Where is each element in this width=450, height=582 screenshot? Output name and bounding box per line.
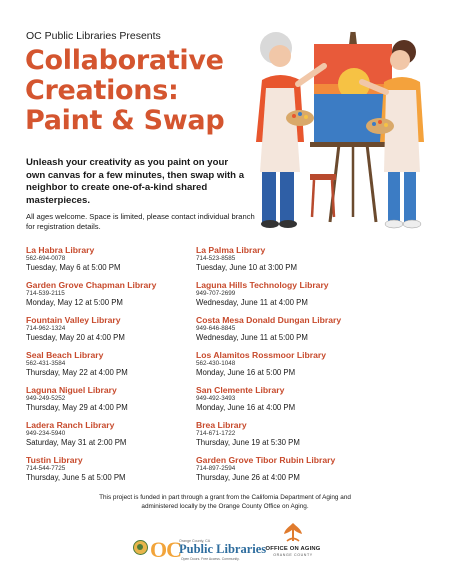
event-title	[25, 46, 224, 136]
library-name: La Habra Library	[26, 245, 95, 255]
library-entry	[196, 245, 386, 280]
library-date: Monday, May 12 at 5:00 PM	[26, 298, 123, 307]
oc-logo-letters: OC	[150, 537, 181, 562]
title-line-1: Collaborative	[25, 45, 224, 76]
library-entry	[196, 315, 386, 350]
library-entry	[26, 350, 216, 385]
library-name: Costa Mesa Donald Dungan Library	[196, 315, 342, 325]
ocpl-tagline: Open Doors. Free Access. Community.	[181, 557, 240, 561]
aging-county: ORANGE COUNTY	[273, 553, 313, 557]
library-date: Monday, June 16 at 5:00 PM	[196, 368, 296, 377]
library-phone: 562-431-3584	[26, 360, 66, 367]
library-name: Los Alamitos Rossmoor Library	[196, 350, 327, 360]
library-name: La Palma Library	[196, 245, 266, 255]
library-name: Ladera Ranch Library	[26, 420, 115, 430]
library-phone: 714-671-1722	[196, 430, 236, 437]
library-name: Laguna Hills Technology Library	[196, 280, 329, 290]
library-entry	[196, 280, 386, 315]
library-entry	[26, 245, 216, 280]
library-date: Thursday, May 29 at 4:00 PM	[26, 403, 128, 412]
county-seal-icon	[133, 540, 148, 555]
library-date: Tuesday, May 6 at 5:00 PM	[26, 263, 121, 272]
library-phone: 949-234-5940	[26, 430, 66, 437]
library-name: Garden Grove Tibor Rubin Library	[196, 455, 336, 465]
library-phone: 714-523-8585	[196, 255, 236, 262]
library-date: Thursday, June 26 at 4:00 PM	[196, 473, 300, 482]
aging-name: OFFICE ON AGING	[265, 546, 321, 552]
library-entry	[26, 280, 216, 315]
library-phone: 949-707-2699	[196, 290, 236, 297]
library-phone: 949-249-5252	[26, 395, 66, 402]
library-date: Saturday, May 31 at 2:00 PM	[26, 438, 127, 447]
registration-note: All ages welcome. Space is limited, please contact individual branch for registration details.	[26, 212, 255, 231]
library-date: Tuesday, May 20 at 4:00 PM	[26, 333, 125, 342]
library-name: Fountain Valley Library	[26, 315, 121, 325]
library-phone: 714-962-1324	[26, 325, 66, 332]
office-on-aging-logo	[258, 521, 328, 565]
library-date: Thursday, June 19 at 5:30 PM	[196, 438, 300, 447]
library-name: Tustin Library	[26, 455, 83, 465]
library-entry	[26, 315, 216, 350]
library-phone: 949-492-3493	[196, 395, 236, 402]
aging-tree-icon	[281, 521, 305, 543]
library-entry	[196, 420, 386, 455]
ocpl-county-label: Orange County, CA	[179, 539, 211, 543]
library-name: Laguna Niguel Library	[26, 385, 117, 395]
library-entry	[196, 350, 386, 385]
library-entry	[26, 455, 216, 490]
library-date: Tuesday, June 10 at 3:00 PM	[196, 263, 297, 272]
title-line-3: Paint & Swap	[25, 105, 225, 136]
library-phone: 949-646-8845	[196, 325, 236, 332]
title-line-2: Creations:	[25, 75, 179, 106]
library-entry	[26, 420, 216, 455]
library-entry	[196, 385, 386, 420]
library-phone: 562-430-1048	[196, 360, 236, 367]
painters-illustration	[244, 22, 434, 232]
library-entry	[196, 455, 386, 490]
presents-label: OC Public Libraries Presents	[26, 30, 161, 42]
intro-paragraph: Unleash your creativity as you paint on your own canvas for a few minutes, then swap with a neighbor to create one-of-a-kind shared masterpieces.	[26, 157, 245, 206]
library-phone: 714-544-7725	[26, 465, 66, 472]
library-name: San Clemente Library	[196, 385, 285, 395]
library-phone: 562-694-0078	[26, 255, 66, 262]
library-name: Garden Grove Chapman Library	[26, 280, 157, 290]
library-phone: 714-897-2594	[196, 465, 236, 472]
library-list-right	[196, 245, 386, 490]
library-list-left	[26, 245, 216, 490]
library-name: Brea Library	[196, 420, 247, 430]
library-date: Thursday, May 22 at 4:00 PM	[26, 368, 128, 377]
library-phone: 714-539-2115	[26, 290, 65, 297]
library-name: Seal Beach Library	[26, 350, 104, 360]
library-date: Thursday, June 5 at 5:00 PM	[26, 473, 126, 482]
library-date: Wednesday, June 11 at 5:00 PM	[196, 333, 308, 342]
library-date: Wednesday, June 11 at 4:00 PM	[196, 298, 308, 307]
library-date: Monday, June 16 at 4:00 PM	[196, 403, 296, 412]
funding-statement: This project is funded in part through a grant from the California Department of Aging and administered locally by the Orange County Office on Aging.	[99, 494, 351, 510]
oc-public-libraries-logo	[133, 536, 267, 564]
ocpl-name: Public Libraries	[179, 542, 267, 556]
library-entry	[26, 385, 216, 420]
